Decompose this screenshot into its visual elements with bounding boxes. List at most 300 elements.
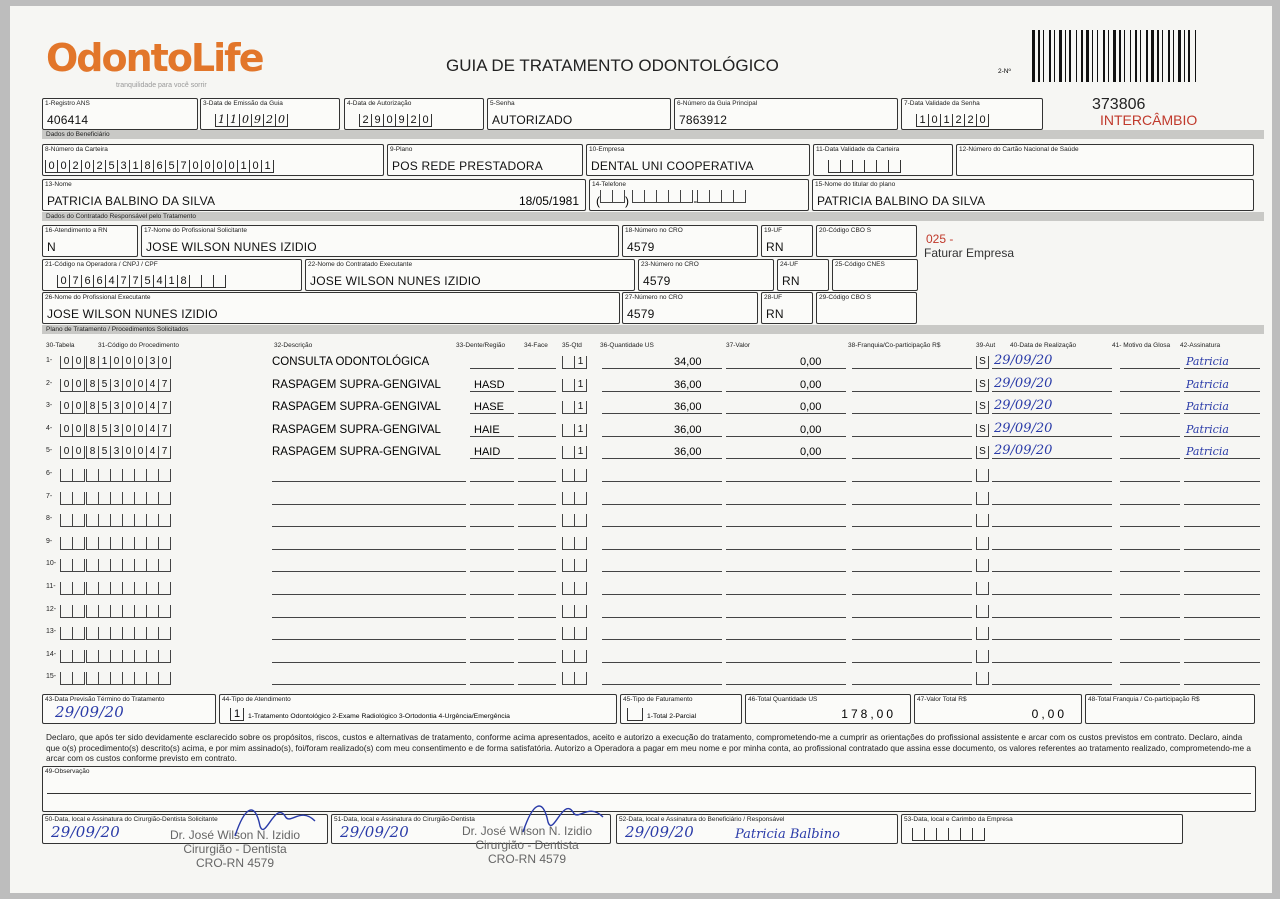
blank-line (602, 650, 722, 663)
cell-group (976, 559, 989, 572)
field-uf-contratado[interactable] (777, 259, 829, 291)
barcode-bar (1092, 30, 1093, 82)
field-tipo-faturamento[interactable] (620, 694, 742, 724)
field-label: 21-Código na Operadora / CNPJ / CPF (45, 261, 158, 268)
field-data-emissao[interactable] (200, 98, 340, 130)
blank-line (1184, 650, 1260, 663)
barcode-bar (1188, 30, 1190, 82)
cell-group: 0 0 (60, 379, 85, 392)
column-header: 41- Motivo da Glosa (1112, 342, 1171, 349)
cell-group (60, 627, 85, 640)
barcode-bar (1103, 30, 1105, 82)
blank-line (518, 469, 556, 482)
blank-line (1120, 537, 1180, 550)
blank-line (272, 514, 466, 527)
field-guia-principal[interactable] (674, 98, 898, 130)
blank-line (1120, 446, 1180, 459)
cell-group (562, 492, 587, 505)
row-number: 10- (46, 560, 57, 568)
procedure-value: 0,00 (800, 378, 822, 391)
procedure-description: CONSULTA ODONTOLÓGICA (272, 356, 430, 368)
blank-line (852, 424, 972, 437)
document-number: 373806 (1092, 96, 1146, 113)
row-number: 1- (46, 357, 53, 364)
column-header: 31-Código do Procedimento (98, 342, 179, 349)
blank-line (1120, 469, 1180, 482)
barcode-bar (1113, 30, 1116, 82)
cell-group (976, 672, 989, 685)
blank-line (602, 469, 722, 482)
row-number: 8- (46, 515, 53, 523)
field-label: 15-Nome do titular do plano (815, 181, 896, 188)
field-cnes[interactable] (832, 259, 918, 291)
blank-line (1184, 559, 1260, 572)
date-boxes (912, 828, 985, 841)
field-value: 7863912 (679, 113, 728, 127)
barcode-bar (1038, 30, 1040, 82)
stamp-role: Cirurgião - Dentista (475, 838, 579, 852)
cell-group (976, 492, 989, 505)
blank-line (852, 469, 972, 482)
field-label: 19-UF (764, 227, 783, 234)
field-cartao-nacional[interactable] (956, 144, 1254, 176)
blank-line (992, 582, 1112, 595)
field-observacao[interactable] (42, 766, 1256, 812)
guide-sheet (10, 6, 1272, 893)
blank-line (518, 492, 556, 505)
blank-line (1120, 379, 1180, 392)
cell-group: 8 5 3 0 0 4 7 (86, 424, 171, 437)
column-header: 34-Face (524, 342, 548, 349)
field-label: 29-Código CBO S (819, 294, 872, 301)
blank-line (726, 356, 846, 369)
blank-line (272, 469, 466, 482)
barcode-bar (1135, 30, 1137, 82)
blank-line (1120, 559, 1180, 572)
cell-group: 1 (562, 356, 587, 369)
row-number: 2- (46, 379, 53, 387)
quantity-us: 36,00 (674, 446, 702, 459)
logo (46, 36, 263, 89)
signature-date: 29/09/20 (625, 823, 694, 841)
field-value: JOSE WILSON NUNES IZIDIO (310, 274, 481, 288)
logo-text (46, 36, 262, 80)
tipo-faturamento-box (627, 708, 643, 721)
blank-line (602, 492, 722, 505)
procedure-row[interactable] (46, 600, 1268, 620)
procedure-row[interactable] (46, 351, 1268, 371)
blank-line (852, 627, 972, 640)
patient-signature: Patricia (1186, 400, 1229, 414)
realization-date: 29/09/20 (994, 443, 1053, 459)
cell-group (562, 469, 587, 482)
blank-line (602, 627, 722, 640)
birth-date: 18/05/1981 (518, 194, 579, 208)
field-plano[interactable] (387, 144, 583, 176)
cell-group: S (976, 446, 989, 459)
tooth-region: HAIE (474, 423, 500, 436)
blank-line (992, 650, 1112, 663)
page-title: GUIA DE TRATAMENTO ODONTOLÓGICO (446, 56, 779, 75)
blank-line (518, 605, 556, 618)
procedure-row[interactable] (46, 419, 1268, 439)
field-label: 9-Plano (390, 146, 413, 153)
row-number: 14- (46, 650, 57, 658)
blank-line (1120, 424, 1180, 437)
blank-line (726, 537, 846, 550)
procedure-row[interactable] (46, 622, 1268, 642)
blank-line (518, 537, 556, 550)
total-us-value: 178,00 (841, 707, 896, 721)
observacao-line (47, 793, 1251, 794)
field-label: 27-Número no CRO (625, 294, 683, 301)
field-label: 53-Data, local e Carimbo da Empresa (904, 816, 1013, 823)
blank-line (470, 582, 514, 595)
blank-line (1184, 514, 1260, 527)
procedure-row[interactable] (46, 487, 1268, 507)
blank-line (1184, 537, 1260, 550)
barcode-bar (1157, 30, 1159, 82)
blank-line (726, 514, 846, 527)
blank-line (518, 559, 556, 572)
field-value: JOSE WILSON NUNES IZIDIO (47, 307, 218, 321)
barcode-bar (1032, 30, 1035, 82)
field-assinatura-beneficiario[interactable] (616, 814, 898, 844)
blank-line (602, 514, 722, 527)
blank-line (1184, 469, 1260, 482)
date-boxes: 1 0 1 2 2 0 (916, 114, 989, 127)
cell-group: 0 0 (60, 356, 85, 369)
dentist-signature-scribble (230, 796, 320, 846)
row-number: 11- (46, 583, 56, 590)
cell-group (562, 559, 587, 572)
blank-line (852, 582, 972, 595)
field-label: 46-Total Quantidade US (748, 696, 818, 703)
field-validade-senha[interactable] (901, 98, 1043, 130)
blank-line (726, 559, 846, 572)
field-cbo-executante[interactable] (816, 292, 917, 324)
field-cro-executante[interactable] (622, 292, 758, 324)
blank-line (272, 492, 466, 505)
field-total-us[interactable] (745, 694, 911, 724)
tooth-region: HASE (474, 401, 504, 414)
cell-group (562, 537, 587, 550)
field-numero-carteira[interactable] (42, 144, 384, 176)
date-boxes (828, 160, 901, 173)
procedure-value: 0,00 (800, 423, 822, 436)
field-value: DENTAL UNI COOPERATIVA (591, 159, 754, 173)
phone-boxes: ( ) - (596, 192, 746, 208)
field-previsao-termino[interactable] (42, 694, 216, 724)
cell-group (562, 650, 587, 663)
blank-line (726, 605, 846, 618)
realization-date: 29/09/20 (994, 375, 1053, 391)
blank-line (1120, 401, 1180, 414)
blank-line (602, 379, 722, 392)
field-total-franquia[interactable] (1085, 694, 1255, 724)
field-uf-executante[interactable] (761, 292, 813, 324)
blank-line (1120, 514, 1180, 527)
field-label: 10-Empresa (589, 146, 625, 153)
cell-group: 0 0 (60, 424, 85, 437)
cell-group (976, 605, 989, 618)
field-value: 29/09/20 (55, 703, 124, 721)
blank-line (852, 492, 972, 505)
field-label: 3-Data de Emissão da Guia (203, 100, 283, 107)
barcode-bar (1124, 30, 1125, 82)
barcode-bar (1119, 30, 1121, 82)
field-label: 22-Nome do Contratado Executante (308, 261, 413, 268)
realization-date: 29/09/20 (994, 353, 1053, 368)
procedure-row[interactable] (46, 441, 1268, 461)
blank-line (1184, 627, 1260, 640)
blank-line (992, 514, 1112, 527)
blank-line (852, 356, 972, 369)
blank-line (518, 401, 556, 414)
field-label: 11-Data Validade da Carteira (816, 146, 900, 153)
procedure-value: 0,00 (800, 356, 822, 368)
field-label: 17-Nome do Profissional Solicitante (144, 227, 247, 234)
date-boxes: 1 1 0 9 2 0 (215, 114, 288, 127)
field-tipo-atendimento[interactable] (219, 694, 617, 724)
cell-group: 1 (562, 379, 587, 392)
field-label: 26-Nome do Profissional Executante (45, 294, 151, 301)
field-label: 16-Atendimento a RN (45, 227, 108, 234)
barcode-bar (1173, 30, 1174, 82)
barcode (1032, 30, 1198, 82)
field-value: RN (782, 274, 800, 288)
field-cbo-solicitante[interactable] (816, 225, 917, 257)
column-header: 30-Tabela (46, 342, 75, 349)
cnpj-boxes: 0 7 6 6 4 7 7 5 4 1 8 (57, 275, 226, 288)
field-profissional-executante[interactable] (42, 292, 620, 324)
cell-group (86, 672, 171, 685)
blank-line (852, 672, 972, 685)
cell-group (60, 492, 85, 505)
procedure-description: RASPAGEM SUPRA-GENGIVAL (272, 378, 441, 391)
blank-line (602, 605, 722, 618)
column-header: 40-Data de Realização (1010, 342, 1077, 349)
field-cro-contratado[interactable] (638, 259, 774, 291)
barcode-bar (1146, 30, 1148, 82)
field-label: 1-Registro ANS (45, 100, 90, 107)
blank-line (470, 514, 514, 527)
blank-line (272, 605, 466, 618)
tipo-faturamento-options: 1-Total 2-Parcial (647, 713, 697, 720)
field-label: 44-Tipo de Atendimento (222, 696, 291, 703)
cell-group (86, 605, 171, 618)
field-value: PATRICIA BALBINO DA SILVA (817, 194, 986, 208)
blank-line (518, 582, 556, 595)
cell-group (562, 627, 587, 640)
quantity-us: 36,00 (674, 401, 702, 414)
blank-line (992, 627, 1112, 640)
cell-group: 8 5 3 0 0 4 7 (86, 401, 171, 414)
barcode-bar (1049, 30, 1051, 82)
blank-line (1184, 492, 1260, 505)
cell-group (60, 605, 85, 618)
blank-line (1120, 356, 1180, 369)
logo-text: OdontoLife (46, 36, 263, 80)
cell-group (60, 650, 85, 663)
procedure-row[interactable] (46, 464, 1268, 484)
field-profissional-solicitante[interactable] (141, 225, 619, 257)
field-codigo-operadora[interactable] (42, 259, 302, 291)
blank-line (726, 672, 846, 685)
blank-line (518, 650, 556, 663)
procedure-row[interactable] (46, 645, 1268, 665)
blank-line (992, 605, 1112, 618)
row-number: 6- (46, 470, 53, 477)
field-empresa[interactable] (586, 144, 810, 176)
field-cro-solicitante[interactable] (622, 225, 758, 257)
cell-group (86, 650, 171, 663)
field-value: JOSE WILSON NUNES IZIDIO (146, 240, 317, 254)
blank-line (272, 559, 466, 572)
blank-line (602, 582, 722, 595)
field-label: 4-Data de Autorização (347, 100, 412, 107)
barcode-bar (1086, 30, 1089, 82)
field-value: RN (766, 240, 784, 254)
blank-line (726, 424, 846, 437)
cell-group (86, 492, 171, 505)
exchange-label: INTERCÂMBIO (1100, 112, 1198, 128)
blank-line (992, 469, 1112, 482)
field-senha[interactable] (487, 98, 671, 130)
field-telefone[interactable] (589, 179, 809, 211)
procedure-value: 0,00 (800, 446, 822, 459)
barcode-bar (1043, 30, 1044, 82)
quantity-us: 34,00 (674, 356, 702, 368)
blank-line (726, 469, 846, 482)
field-label: 25-Código CNES (835, 261, 885, 268)
row-number: 7- (46, 492, 53, 500)
row-number: 9- (46, 537, 53, 545)
section-contratado: Dados do Contratado Responsável pelo Tratamento (42, 212, 1264, 221)
signature-date: 29/09/20 (340, 823, 409, 841)
procedure-row[interactable] (46, 554, 1268, 574)
field-carimbo-empresa[interactable] (901, 814, 1183, 844)
date-boxes: 2 9 0 9 2 0 (359, 114, 432, 127)
row-number: 3- (46, 402, 53, 410)
field-label: 18-Número no CRO (625, 227, 683, 234)
blank-line (602, 401, 722, 414)
blank-line (470, 650, 514, 663)
barcode-bar (1195, 30, 1196, 82)
blank-line (518, 424, 556, 437)
field-atendimento-rn[interactable] (42, 225, 138, 257)
barcode-bar (1184, 30, 1185, 82)
procedure-row[interactable] (46, 396, 1268, 416)
cell-group: S (976, 424, 989, 437)
field-label: 49-Observação (45, 768, 90, 775)
billing-note: Faturar Empresa (924, 246, 1015, 260)
blank-line (1184, 672, 1260, 685)
cell-group: 0 0 (60, 446, 85, 459)
procedure-description: RASPAGEM SUPRA-GENGIVAL (272, 446, 441, 459)
blank-line (992, 537, 1112, 550)
blank-line (1120, 650, 1180, 663)
procedure-row[interactable] (46, 509, 1268, 529)
cell-group: 1 (562, 401, 587, 414)
field-label: 28-UF (764, 294, 783, 301)
barcode-bar (1168, 30, 1170, 82)
tipo-atendimento-options: 1-Tratamento Odontológico 2-Exame Radiológico 3-Ortodontia 4-Urgência/Emergência (248, 713, 510, 720)
blank-line (602, 446, 722, 459)
section-beneficiario: Dados do Beneficiário (42, 130, 1264, 139)
column-header: 32-Descrição (274, 342, 313, 349)
cell-group (976, 627, 989, 640)
blank-line (1120, 605, 1180, 618)
blank-line (272, 650, 466, 663)
field-nome[interactable] (42, 179, 586, 211)
field-label: 52-Data, local e Assinatura do Beneficiário / Responsável (619, 816, 785, 823)
cell-group (562, 514, 587, 527)
field-label: 7-Data Validade da Senha (904, 100, 980, 107)
field-value: 406414 (47, 113, 89, 127)
blank-line (470, 559, 514, 572)
barcode-bar (1054, 30, 1055, 82)
field-titular[interactable] (812, 179, 1254, 211)
procedure-row[interactable] (46, 532, 1268, 552)
blank-line (602, 424, 722, 437)
cell-group (562, 672, 587, 685)
procedure-value: 0,00 (800, 401, 822, 414)
procedure-row[interactable] (46, 577, 1268, 597)
row-number: 15- (46, 673, 57, 681)
field-label: 6-Número da Guia Principal (677, 100, 758, 107)
barcode-bar (1065, 30, 1066, 82)
carteira-boxes: 0 0 2 0 2 5 3 1 8 6 5 7 0 0 0 0 1 0 1 (45, 160, 274, 173)
field-value: 4579 (627, 240, 655, 254)
section-plano: Plano de Tratamento / Procedimentos Solicitados (42, 325, 1264, 334)
cell-group (86, 582, 171, 595)
cell-group (562, 605, 587, 618)
column-header: 35-Qtd (562, 342, 582, 349)
procedure-row[interactable] (46, 374, 1268, 394)
procedure-row[interactable] (46, 667, 1268, 687)
field-uf-solicitante[interactable] (761, 225, 813, 257)
realization-date: 29/09/20 (994, 420, 1053, 436)
blank-line (518, 379, 556, 392)
field-label: 12-Número do Cartão Nacional de Saúde (959, 146, 1079, 153)
column-header: 39-Aut (976, 342, 996, 349)
blank-line (726, 582, 846, 595)
stamp-name: Dr. José Wilson N. Izidio (170, 828, 301, 842)
field-data-autorizacao[interactable] (344, 98, 484, 130)
cell-group: 8 1 0 0 0 3 0 (86, 356, 171, 369)
blank-line (602, 537, 722, 550)
cell-group (60, 559, 85, 572)
field-label: 14-Telefone (592, 181, 626, 188)
signature-date: 29/09/20 (51, 823, 120, 841)
barcode-bar (1097, 30, 1098, 82)
field-valor-total[interactable] (914, 694, 1082, 724)
blank-line (1120, 672, 1180, 685)
field-label: 50-Data, local e Assinatura do Cirurgião-Dentista Solicitante (45, 816, 218, 823)
blank-line (992, 492, 1112, 505)
cell-group (562, 582, 587, 595)
field-contratado-executante[interactable] (305, 259, 635, 291)
cell-group (60, 537, 85, 550)
field-validade-carteira[interactable] (813, 144, 953, 176)
field-registro-ans[interactable] (42, 98, 198, 130)
quantity-us: 36,00 (674, 423, 702, 436)
blank-line (726, 401, 846, 414)
quantity-us: 36,00 (674, 378, 702, 391)
blank-line (470, 537, 514, 550)
cell-group: 8 5 3 0 0 4 7 (86, 446, 171, 459)
